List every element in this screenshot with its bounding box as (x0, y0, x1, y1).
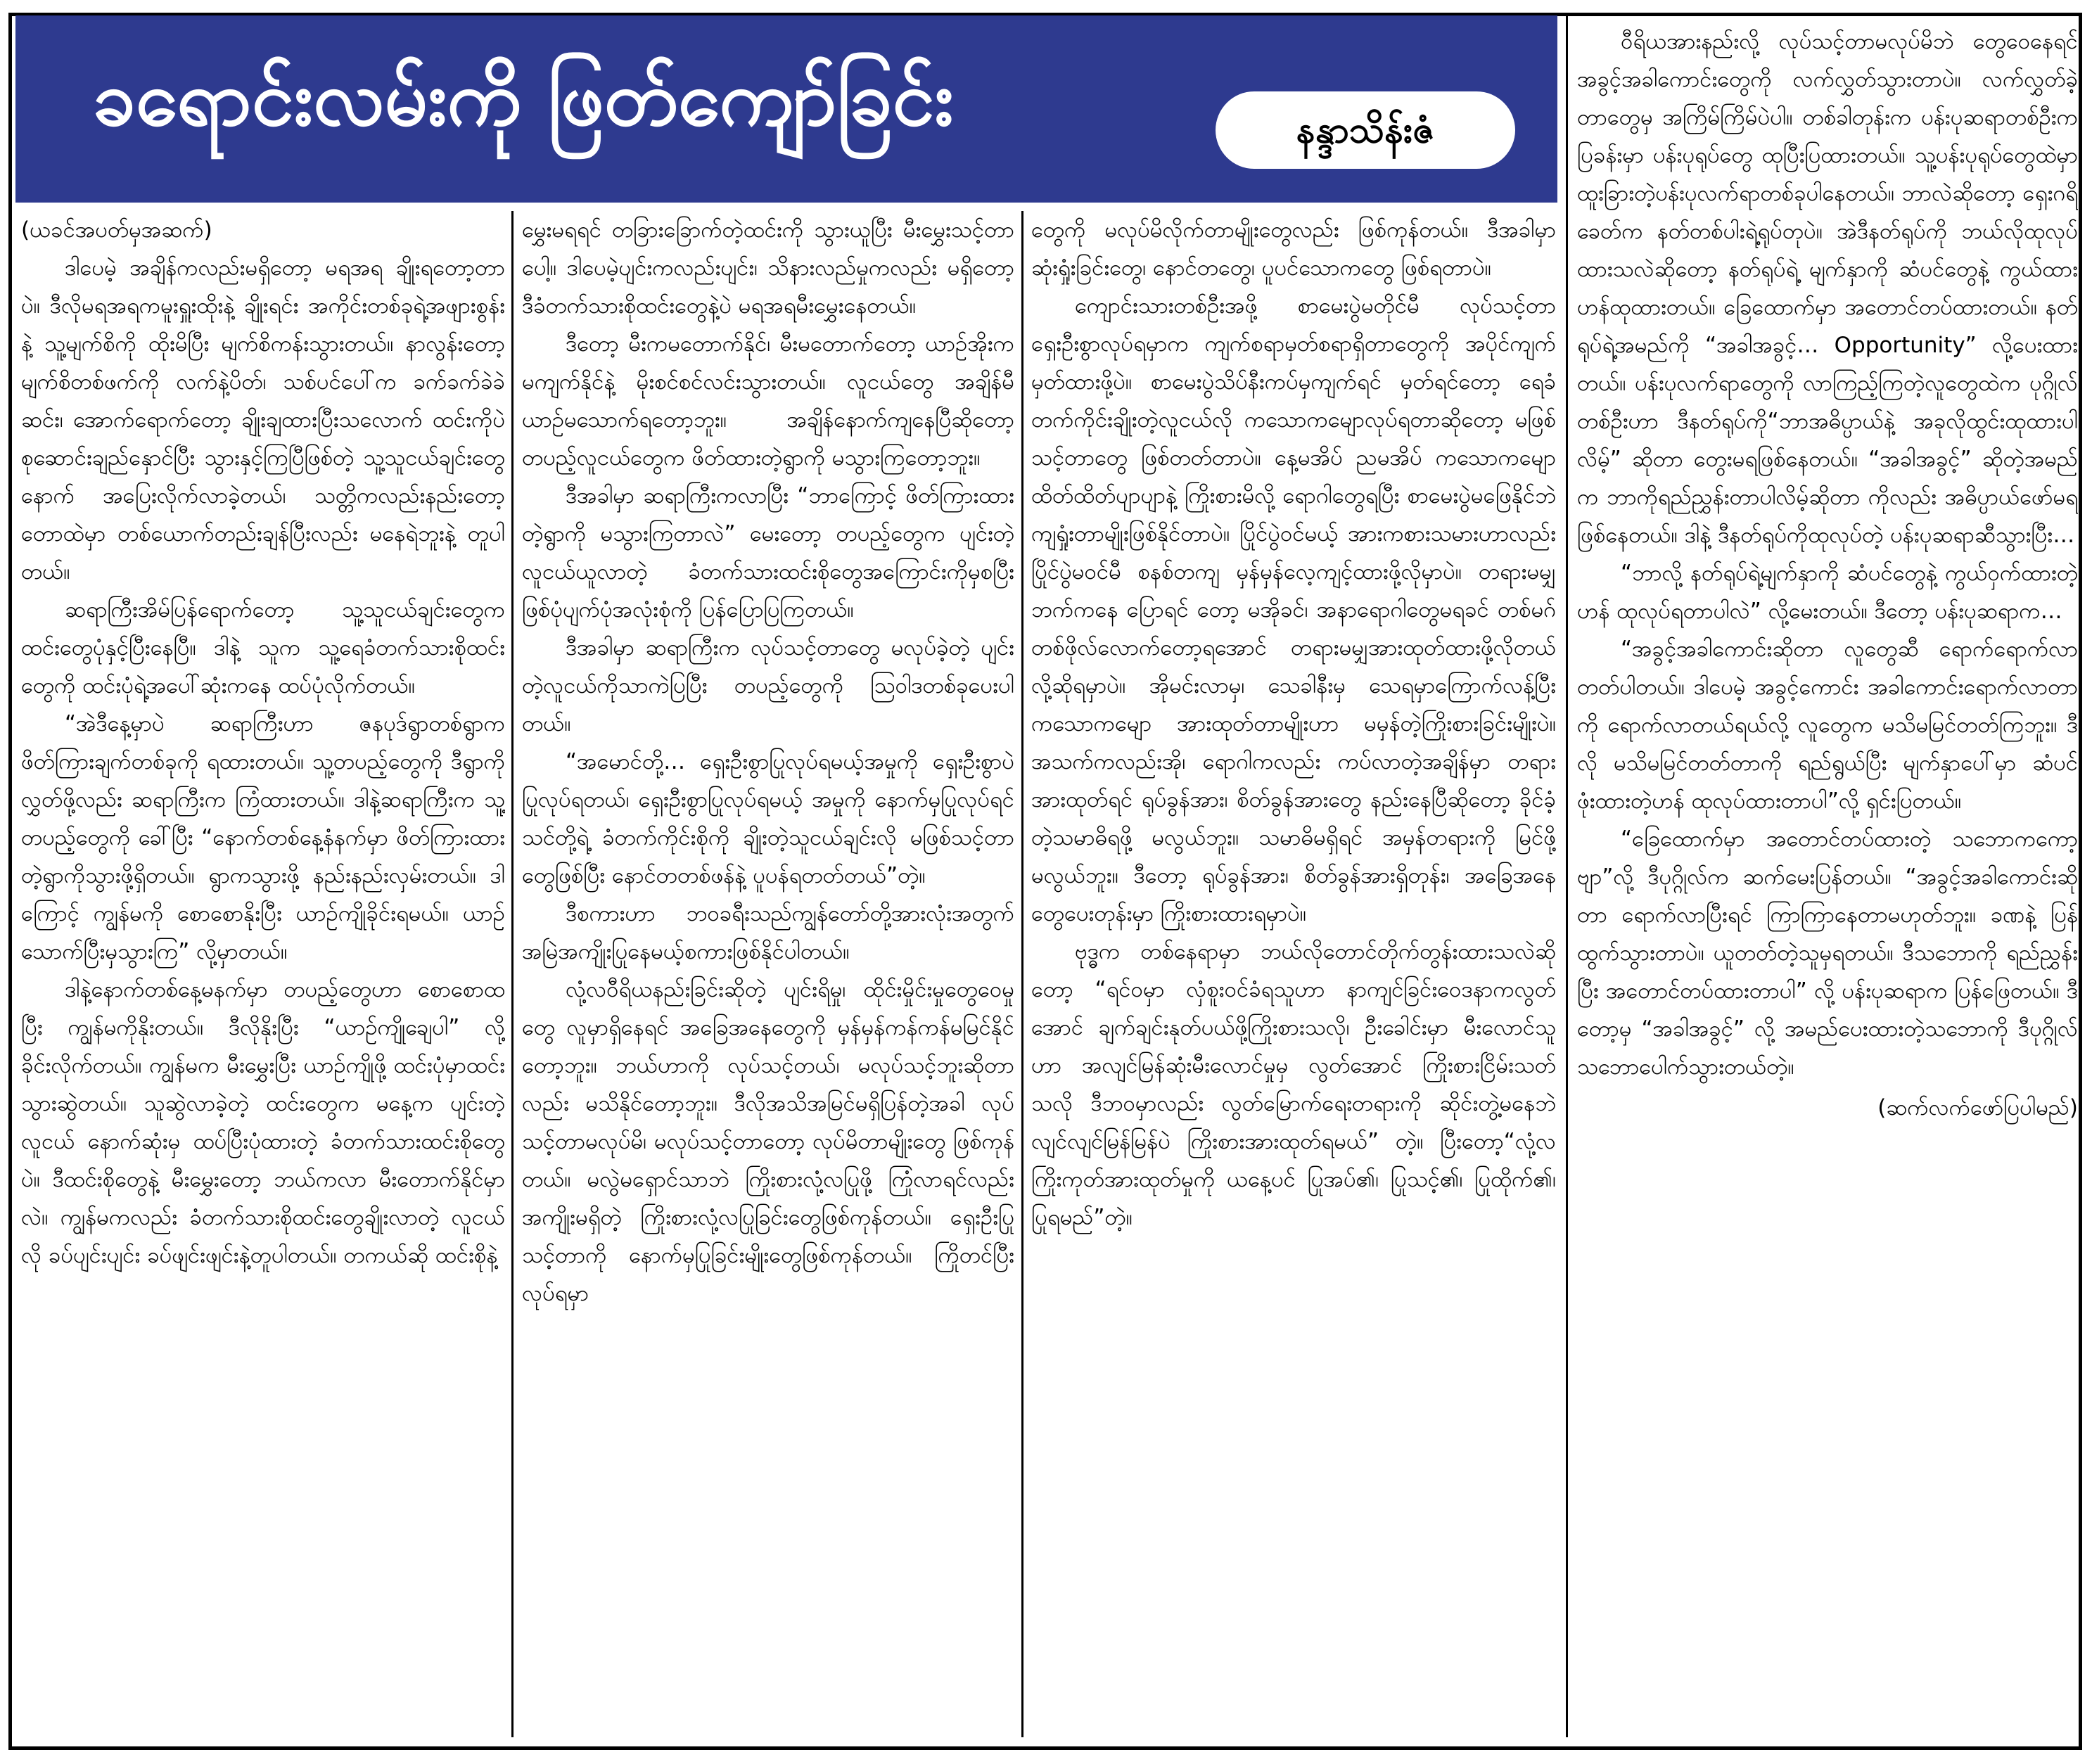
article-column-4 (1577, 23, 2078, 1739)
paragraph: လုံ့လဝီရိယနည်းခြင်းဆိုတဲ့ ပျင်းရိမှု၊ ထိုင်းမှိုင်းမှုတွေဝေမှုတွေ လူမှာရှိနေရင် အခြေအနေတွေကို မှန်မှန်ကန်ကန်မမြင်နိုင်တော့ဘူး။ ဘယ်ဟာကို လုပ်သင့်တယ်၊ မလုပ်သင့်ဘူးဆိုတာလည်း မသိနိုင်တော့ဘူး။ ဒီလိုအသိအမြင်မရှိပြန်တဲ့အခါ လုပ်သင့်တာမလုပ်မိ၊ မလုပ်သင့်တာတော့ လုပ်မိတာမျိုးတွေ ဖြစ်ကုန်တယ်။ မလွဲမရှောင်သာဘဲ ကြိုးစားလုံ့လပြုဖို့ ကြုံလာရင်လည်း အကျိုးမရှိတဲ့ ကြိုးစားလုံ့လပြုခြင်းတွေဖြစ်ကုန်တယ်။ ရှေးဦးပြုသင့်တာကို နောက်မှပြုခြင်းမျိုးတွေဖြစ်ကုန်တယ်။ ကြိုတင်ပြီးလုပ်ရမှာ (522, 977, 1014, 1306)
paragraph: တွေကို မလုပ်မိလိုက်တာမျိုးတွေလည်း ဖြစ်ကုန်တယ်။ ဒီအခါမှာဆုံးရှုံးခြင်းတွေ၊ နောင်တတွေ၊ ပူပင်သောကတွေ ဖြစ်ရတာပဲ။ (1031, 217, 1556, 281)
paragraph: ဒီအခါမှာ ဆရာကြီးက လုပ်သင့်တာတွေ မလုပ်ခဲ့တဲ့ ပျင်းတဲ့လူငယ်ကိုသာကဲပြပြီး တပည့်တွေကို သြဝါဒတစ်ခုပေးပါတယ်။ (522, 635, 1014, 736)
paragraph: ဗုဒ္ဓက တစ်နေရာမှာ ဘယ်လိုတောင်တိုက်တွန်းထားသလဲဆိုတော့ “ရင်ဝမှာ လှံစူးဝင်ခံရသူဟာ နာကျင်ခြင်းဝေဒနာကလွတ်အောင် ချက်ချင်းနုတ်ပယ်ဖို့ကြိုးစားသလို၊ ဦးခေါင်းမှာ မီးလောင်သူဟာ အလျင်မြန်ဆုံးမီးလောင်မှုမှ လွတ်အောင် ကြိုးစားငြိမ်းသတ်သလို ဒီဘဝမှာလည်း လွတ်မြောက်ရေးတရားကို ဆိုင်းတွဲ့မနေဘဲ လျင်လျင်မြန်မြန်ပဲ ကြိုးစားအားထုတ်ရမယ်” တဲ့။ ပြီးတော့“လုံ့လကြိုးကုတ်အားထုတ်မှုကို ယနေ့ပင် ပြုအပ်၏၊ ပြုသင့်၏၊ ပြုထိုက်၏၊ ပြုရမည်”တဲ့။ (1031, 939, 1556, 1230)
paragraph: “ဘာလို့ နတ်ရုပ်ရဲ့မျက်နှာကို ဆံပင်တွေနဲ့ ကွယ်ဝှက်ထားတဲ့ဟန် ထုလုပ်ရတာပါလဲ” လို့မေးတယ်။ ဒီတော့ ပန်းပုဆရာက… (1577, 561, 2078, 624)
paragraph: ဝီရိယအားနည်းလို့ လုပ်သင့်တာမလုပ်မိဘဲ တွေဝေနေရင် အခွင့်အခါကောင်းတွေကို လက်လွှတ်သွားတာပဲ။ လက်လွှတ်ခဲ့တာတွေမှ အကြိမ်ကြိမ်ပဲပါ။ တစ်ခါတုန်းက ပန်းပုဆရာတစ်ဦးက ပြခန်းမှာ ပန်းပုရုပ်တွေ ထုပြီးပြထားတယ်။ သူ့ပန်းပုရုပ်တွေထဲမှာ ထူးခြားတဲ့ပန်းပုလက်ရာတစ်ခုပါနေတယ်။ ဘာလဲဆိုတော့ ရှေးဂရိခေတ်က နတ်တစ်ပါးရဲ့ရုပ်တုပဲ။ အဲဒီနတ်ရုပ်ကို ဘယ်လိုထုလုပ်ထားသလဲဆိုတော့ နတ်ရုပ်ရဲ့ မျက်နှာကို ဆံပင်တွေနဲ့ ကွယ်ထားဟန်ထုထားတယ်။ ခြေထောက်မှာ အတောင်တပ်ထားတယ်။ နတ်ရုပ်ရဲ့အမည်ကို “အခါအခွင့်… Opportunity” လို့ပေးထားတယ်။ ပန်းပုလက်ရာတွေကို လာကြည့်ကြတဲ့လူတွေထဲက ပုဂ္ဂိုလ်တစ်ဦးဟာ ဒီနတ်ရုပ်ကို“ဘာအဓိပ္ပာယ်နဲ့ အခုလိုထွင်းထုထားပါလိမ့်” ဆိုတာ တွေးမရဖြစ်နေတယ်။ “အခါအခွင့်” ဆိုတဲ့အမည်က ဘာကိုရည်ညွှန်းတာပါလိမ့်ဆိုတာ ကိုလည်း အဓိပ္ပာယ်ဖော်မရဖြစ်နေတယ်။ ဒါနဲ့ ဒီနတ်ရုပ်ကိုထုလုပ်တဲ့ ပန်းပုဆရာဆီသွားပြီး… (1577, 29, 2078, 548)
paragraph: မွှေးမရရင် တခြားခြောက်တဲ့ထင်းကို သွားယူပြီး မီးမွှေးသင့်တာပေါ့။ ဒါပေမဲ့ပျင်းကလည်းပျင်း၊ သိနားလည်မှုကလည်း မရှိတော့ ဒီခံတက်သားစိုထင်းတွေနဲ့ပဲ မရအရမီးမွှေးနေတယ်။ (522, 217, 1014, 319)
paragraph: “အဲဒီနေ့မှာပဲ ဆရာကြီးဟာ ဇနပုဒ်ရွာတစ်ရွာက ဖိတ်ကြားချက်တစ်ခုကို ရထားတယ်။ သူ့တပည့်တွေကို ဒီရွာကိုလွှတ်ဖို့လည်း ဆရာကြီးက ကြံထားတယ်။ ဒါနဲ့ဆရာကြီးက သူ့တပည့်တွေကို ခေါ်ပြီး “နောက်တစ်နေ့နံနက်မှာ ဖိတ်ကြားထားတဲ့ရွာကိုသွားဖို့ရှိတယ်။ ရွာကသွားဖို့ နည်းနည်းလှမ်းတယ်။ ဒါကြောင့် ကျွန်မကို စောစောနိုးပြီး ယာဉ်ကျိုခိုင်းရမယ်။ ယာဉ်သောက်ပြီးမှသွားကြ” လို့မှာတယ်။ (21, 711, 505, 964)
paragraph: ကျောင်းသားတစ်ဦးအဖို့ စာမေးပွဲမတိုင်မီ လုပ်သင့်တာ ရှေးဦးစွာလုပ်ရမှာက ကျက်စရာမှတ်စရာရှိတာတွေကို အပိုင်ကျက်မှတ်ထားဖို့ပဲ။ စာမေးပွဲသိပ်နီးကပ်မှကျက်ရင် မှတ်ရင်တော့ ရေခံတက်ကိုင်းချိုးတဲ့လူငယ်လို ကသောကမျောလုပ်ရတာဆိုတော့ မဖြစ်သင့်တာတွေ ဖြစ်တတ်တာပဲ။ နေ့မအိပ် ညမအိပ် ကသောကမျော ထိတ်ထိတ်ပျာပျာနဲ့ ကြိုးစားမိလို့ ရောဂါတွေရပြီး စာမေးပွဲမဖြေနိုင်ဘဲ ကျရှုံးတာမျိုးဖြစ်နိုင်တာပဲ။ ပြိုင်ပွဲဝင်မယ့် အားကစားသမားဟာလည်း ပြိုင်ပွဲမဝင်မီ စနစ်တကျ မှန်မှန်လေ့ကျင့်ထားဖို့လိုမှာပဲ။ တရားမမျှဘက်ကနေ ပြောရင် တော့ မအိုခင်၊ အနာရောဂါတွေမရခင် တစ်မဂ်တစ်ဖိုလ်လောက်တော့ရအောင် တရားမမျှအားထုတ်ထားဖို့လိုတယ်လို့ဆိုရမှာပဲ။ အိုမင်းလာမှ၊ သေခါနီးမှ သေရမှာကြောက်လန့်ပြီး ကသောကမျော အားထုတ်တာမျိုးဟာ မမှန်တဲ့ကြိုးစားခြင်းမျိုးပဲ။ အသက်ကလည်းအို၊ ရောဂါကလည်း ကပ်လာတဲ့အချိန်မှာ တရားအားထုတ်ရင် ရုပ်ခွန်အား၊ စိတ်ခွန်အားတွေ နည်းနေပြီဆိုတော့ ခိုင်ခံ့တဲ့သမာဓိရဖို့ မလွယ်ဘူး။ သမာဓိမရှိရင် အမှန်တရားကို မြင်ဖို့ မလွယ်ဘူး။ ဒီတော့ ရုပ်ခွန်အား၊ စိတ်ခွန်အားရှိတုန်း၊ အခြေအနေတွေပေးတုန်းမှာ ကြိုးစားထားရမှာပဲ။ (1031, 293, 1556, 926)
paragraph: ဒါပေမဲ့ အချိန်ကလည်းမရှိတော့ မရအရ ချိုးရတော့တာပဲ။ ဒီလိုမရအရကမူးရှူးထိုးနဲ့ ချိုးရင်း အကိုင်းတစ်ခုရဲ့အဖျားစွန်းနဲ့ သူ့မျက်စိကို ထိုးမိပြီး မျက်စိကန်းသွားတယ်။ နာလွန်းတော့ မျက်စိတစ်ဖက်ကို လက်နဲ့ပိတ်၊ သစ်ပင်ပေါ်က ခက်ခက်ခဲခဲဆင်း၊ အောက်ရောက်တော့ ချိုးချထားပြီးသလောက် ထင်းကိုပဲ စုဆောင်းချည်နှောင်ပြီး သွားနှင့်ကြပြီဖြစ်တဲ့ သူ့သူငယ်ချင်းတွေနောက် အပြေးလိုက်လာခဲ့တယ်၊ သတ္တိကလည်းနည်းတော့ တောထဲမှာ တစ်ယောက်တည်းချန်ပြီးလည်း မနေရဲဘူးနဲ့ တူပါတယ်။ (21, 255, 505, 584)
author-name: နန္ဒာသိန်းဇံ (1216, 91, 1515, 169)
article-column-1 (21, 211, 505, 1736)
column-divider-2 (1021, 211, 1023, 1737)
paragraph: ဒီစကားဟာ ဘဝခရီးသည်ကျွန်တော်တို့အားလုံးအတွက် အမြဲအကျိုးပြုနေမယ့်စကားဖြစ်နိုင်ပါတယ်။ (522, 901, 1014, 964)
title-banner (15, 15, 1557, 203)
continued-from-note: (ယခင်အပတ်မှအဆက်) (21, 217, 212, 243)
paragraph: “အမောင်တို့… ရှေးဦးစွာပြုလုပ်ရမယ့်အမှုကို ရှေးဦးစွာပဲ ပြုလုပ်ရတယ်၊ ရှေးဦးစွာပြုလုပ်ရမယ့် အမှုကို နောက်မှပြုလုပ်ရင် သင်တို့ရဲ့ ခံတက်ကိုင်းစိုကို ချိုးတဲ့သူငယ်ချင်းလို မဖြစ်သင့်တာတွေဖြစ်ပြီး နောင်တတစ်ဖန်နဲ့ ပူပန်ရတတ်တယ်”တဲ့။ (522, 749, 1014, 888)
paragraph: “ခြေထောက်မှာ အတောင်တပ်ထားတဲ့ သဘောကကော့ဗျာ”လို့ ဒီပုဂ္ဂိုလ်က ဆက်မေးပြန်တယ်။ “အခွင့်အခါကောင်းဆိုတာ ရောက်လာပြီးရင် ကြာကြာနေတာမဟုတ်ဘူး။ ခဏနဲ့ ပြန်ထွက်သွားတာပဲ။ ယူတတ်တဲ့သူမှရတယ်။ ဒီသဘောကို ရည်ညွှန်းပြီး အတောင်တပ်ထားတာပါ” လို့ ပန်းပုဆရာက ပြန်ဖြေတယ်။ ဒီတော့မှ “အခါအခွင့်” လို့ အမည်ပေးထားတဲ့သဘောကို ဒီပုဂ္ဂိုလ်သဘောပေါက်သွားတယ်တဲ့။ (1577, 826, 2078, 1080)
paragraph: ဒီအခါမှာ ဆရာကြီးကလာပြီး “ဘာကြောင့် ဖိတ်ကြားထားတဲ့ရွာကို မသွားကြတာလဲ” မေးတော့ တပည့်တွေက ပျင်းတဲ့လူငယ်ယူလာတဲ့ ခံတက်သားထင်းစိုတွေအကြောင်းကိုမှစပြီး ဖြစ်ပုံပျက်ပုံအလုံးစုံကို ပြန်ပြောပြကြတယ်။ (522, 483, 1014, 622)
column-divider-3 (1566, 15, 1568, 1737)
paragraph: ဒါနဲ့နောက်တစ်နေ့မနက်မှာ တပည့်တွေဟာ စောစောထပြီး ကျွန်မကိုနိုးတယ်။ ဒီလိုနိုးပြီး “ယာဉ်ကျိုချေပါ” လို့ ခိုင်းလိုက်တယ်။ ကျွန်မက မီးမွှေးပြီး ယာဉ်ကျိုဖို့ ထင်းပုံမှာထင်းသွားဆွဲတယ်။ သူဆွဲလာခဲ့တဲ့ ထင်းတွေက မနေ့က ပျင်းတဲ့လူငယ် နောက်ဆုံးမှ ထပ်ပြီးပုံထားတဲ့ ခံတက်သားထင်းစိုတွေပဲ။ ဒီထင်းစိုတွေနဲ့ မီးမွှေးတော့ ဘယ်ကလာ မီးတောက်နိုင်မှာလဲ။ ကျွန်မကလည်း ခံတက်သားစိုထင်းတွေချိုးလာတဲ့ လူငယ်လို ခပ်ပျင်းပျင်း ခပ်ဖျင်းဖျင်းနဲ့တူပါတယ်။ တကယ်ဆို ထင်းစိုနဲ့ (21, 977, 505, 1268)
article-column-2 (522, 211, 1014, 1736)
article-title: ခရောင်းလမ်းကို ဖြတ်ကျော်ခြင်း (93, 55, 954, 143)
column-divider-1 (511, 211, 514, 1737)
paragraph: ဆရာကြီးအိမ်ပြန်ရောက်တော့ သူ့သူငယ်ချင်းတွေက ထင်းတွေပုံနှင့်ပြီးနေပြီ။ ဒါနဲ့ သူက သူ့ရေခံတက်သားစိုထင်းတွေကို ထင်းပုံရဲ့အပေါ်ဆုံးကနေ ထပ်ပုံလိုက်တယ်။ (21, 597, 505, 698)
article-column-3 (1031, 211, 1556, 1736)
paragraph: “အခွင့်အခါကောင်းဆိုတာ လူတွေဆီ ရောက်ရောက်လာတတ်ပါတယ်။ ဒါပေမဲ့ အခွင့်ကောင်း အခါကောင်းရောက်လာတာကို ရောက်လာတယ်ရယ်လို့ လူတွေက မသိမမြင်တတ်ကြဘူး။ ဒီလို မသိမမြင်တတ်တာကို ရည်ရွယ်ပြီး မျက်နှာပေါ်မှာ ဆံပင်ဖုံးထားတဲ့ဟန် ထုလုပ်ထားတာပါ”လို့ ရှင်းပြတယ်။ (1577, 637, 2078, 814)
paragraph: ဒီတော့ မီးကမတောက်နိုင်၊ မီးမတောက်တော့ ယာဉ်အိုးက မကျက်နိုင်နဲ့ မိုးစင်စင်လင်းသွားတယ်။ လူငယ်တွေ အချိန်မီ ယာဉ်မသောက်ရတော့ဘူး။ အချိန်နောက်ကျနေပြီဆိုတော့ တပည့်လူငယ်တွေက ဖိတ်ထားတဲ့ရွာကို မသွားကြတော့ဘူး။ (522, 331, 1014, 471)
to-be-continued-note: (ဆက်လက်ဖော်ပြပါမည်) (1877, 1095, 2078, 1120)
